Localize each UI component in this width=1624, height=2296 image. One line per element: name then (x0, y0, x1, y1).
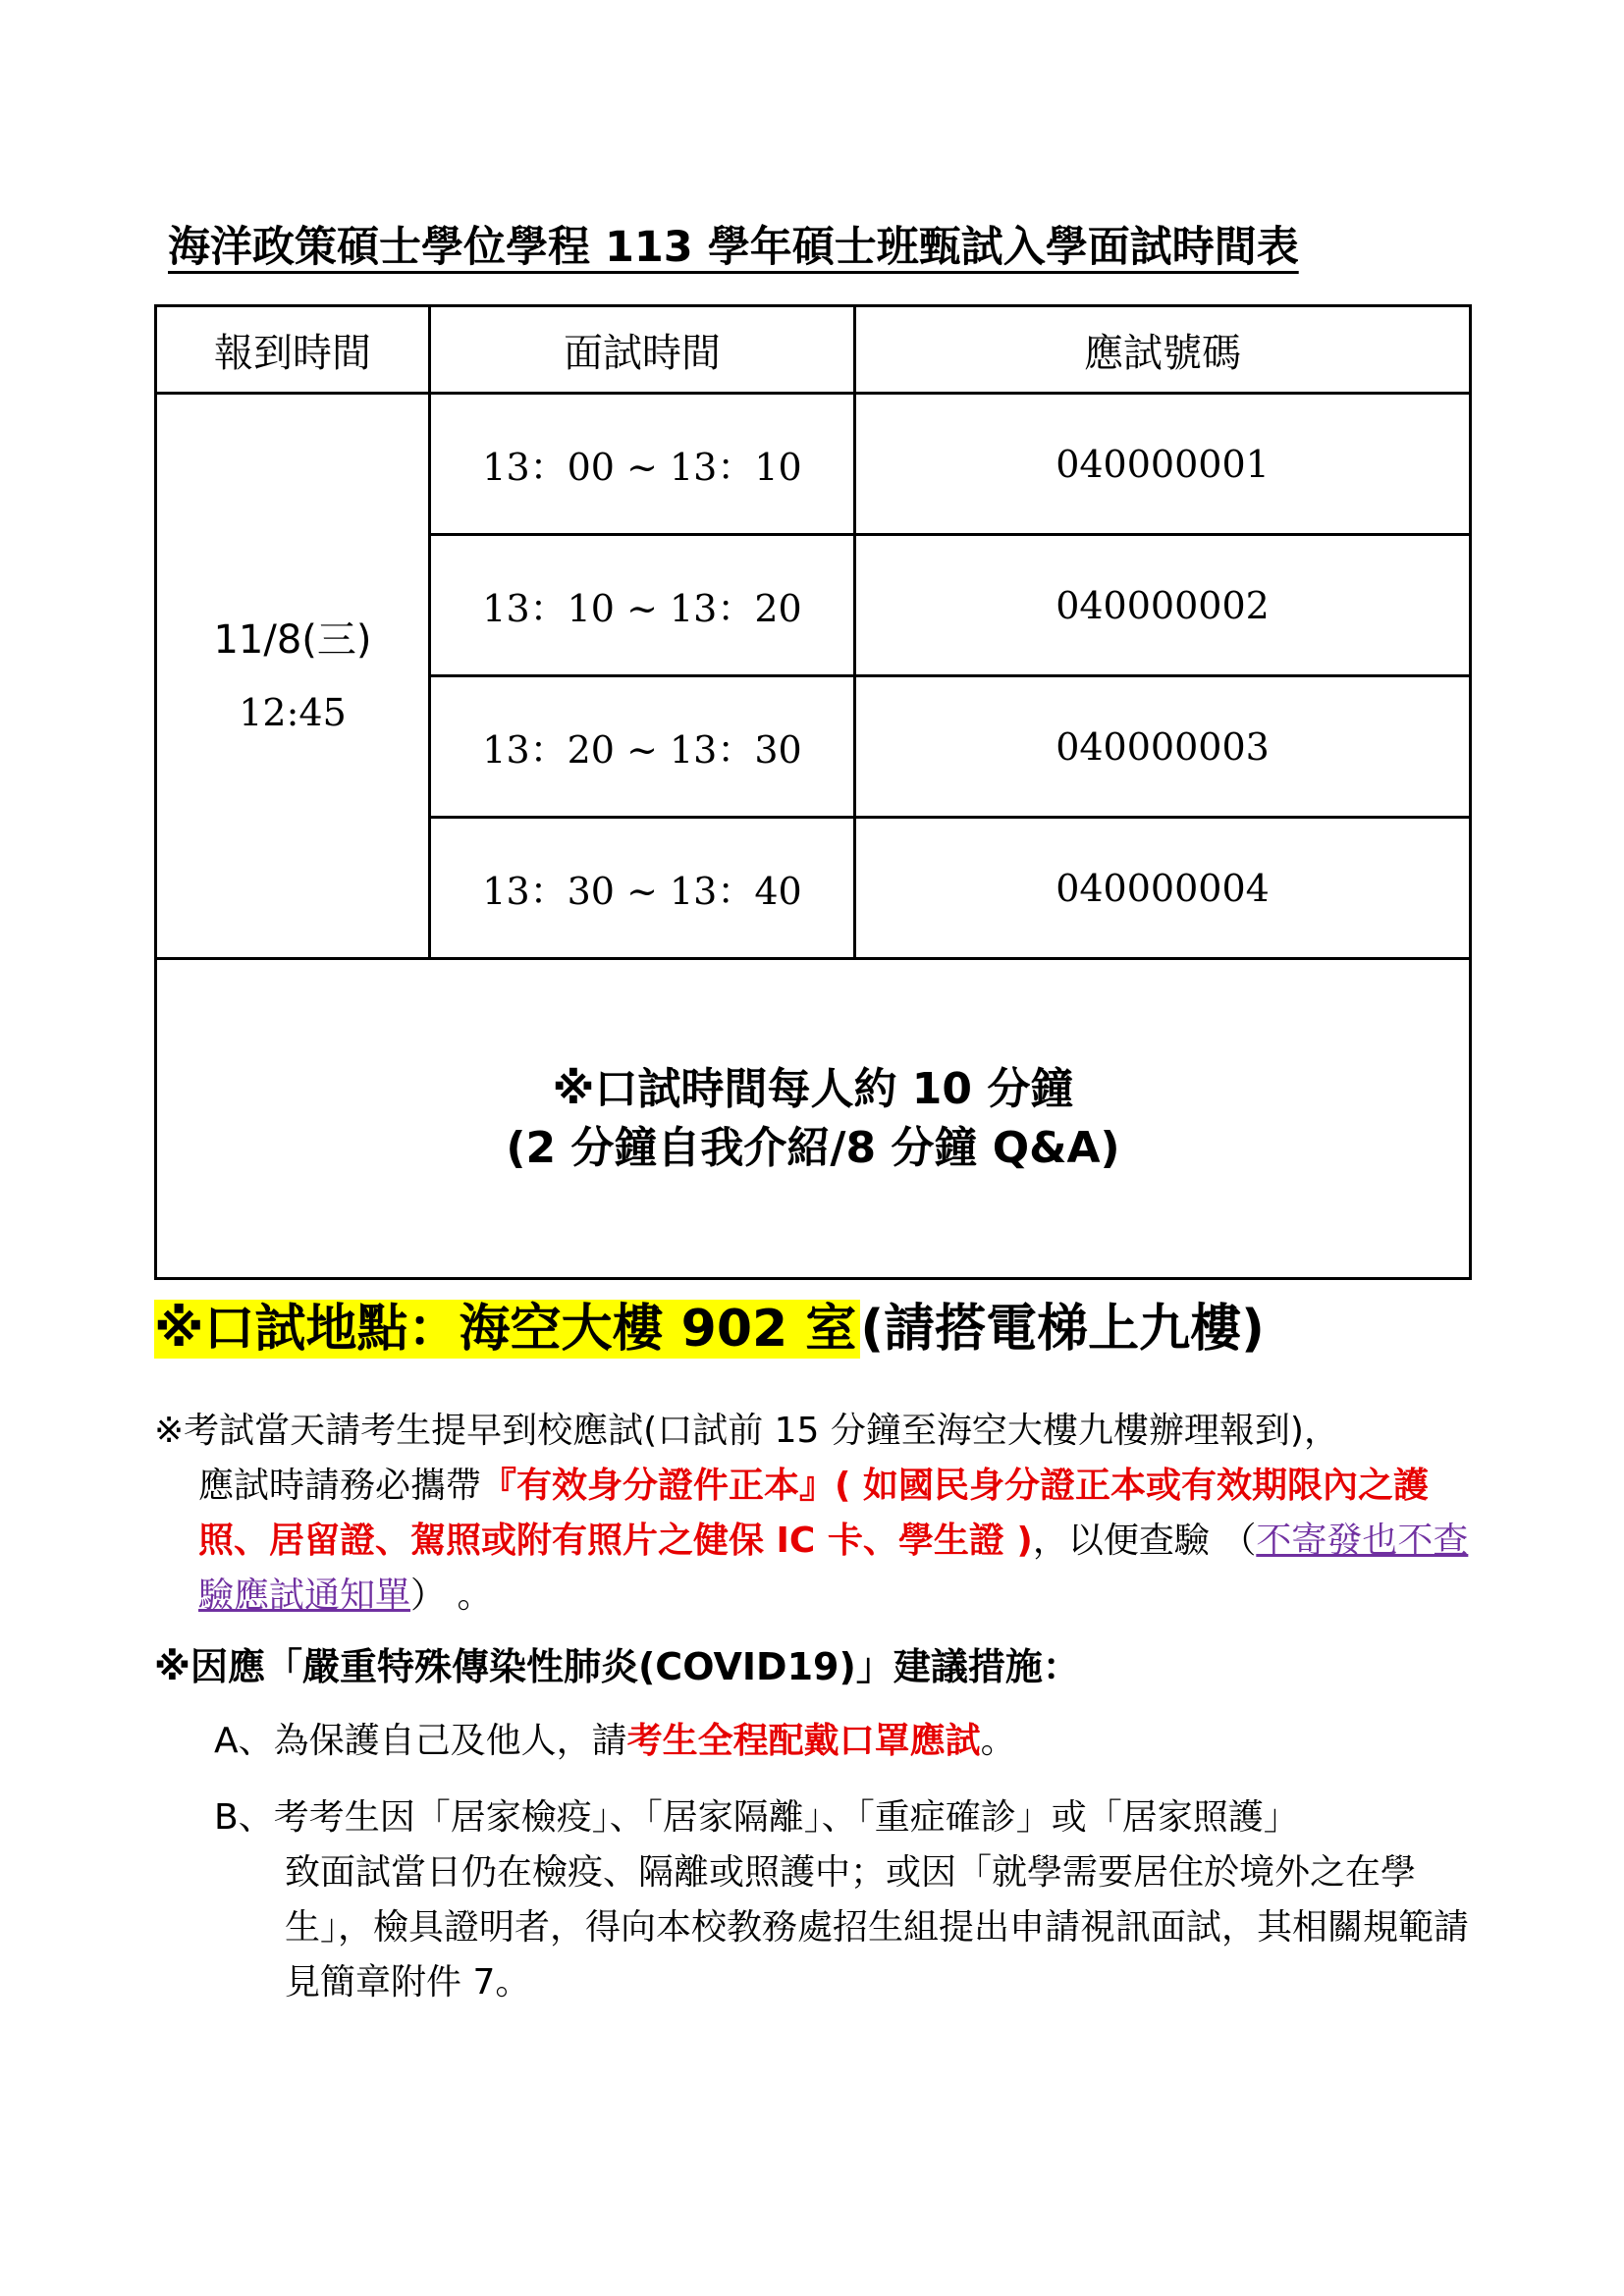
exam-location (154, 1282, 1265, 1376)
header-interview-time: 面試時間 (430, 306, 855, 394)
covid-item-b (214, 1790, 1490, 2010)
exam-number: 040000001 (855, 394, 1471, 535)
interview-schedule-table (154, 304, 1472, 1280)
checkin-time: 12:45 (239, 691, 347, 735)
interview-slot: 13：20 ~ 13：30 (430, 676, 855, 818)
exam-location-note: (請搭電梯上九樓) (860, 1300, 1265, 1359)
exam-number: 040000004 (855, 818, 1471, 959)
notice-body (154, 1459, 1489, 1624)
checkin-cell (156, 394, 430, 959)
table-row (156, 394, 1471, 535)
notice-line1: ※考試當天請考生提早到校應試(口試前 15 分鐘至海空大樓九樓辦理報到)， (154, 1411, 1339, 1451)
no-admission-ticket-note: 不寄發也不查驗應試通知單 (198, 1521, 1469, 1616)
header-checkin-time: 報到時間 (156, 306, 430, 394)
table-header-row (156, 306, 1471, 394)
notice-text: ，以便查驗 （ (1032, 1521, 1257, 1561)
id-requirement: 『有效身分證件正本』( 如國民身分證正本或有效期限內之護照、居留證、駕照或附有照片之健保 IC 卡、學生證 ) (198, 1466, 1430, 1561)
duration-note-line1: ※口試時間每人約 10 分鐘 (552, 1064, 1074, 1115)
notice-text: 應試時請務必攜帶 (198, 1466, 482, 1506)
covid-heading: ※因應「嚴重特殊傳染性肺炎(COVID19)」建議措施： (154, 1645, 1080, 1688)
covid-item-b-first-line: B、考考生因「居家檢疫」、「居家隔離」、「重症確診」或「居家照護」 (214, 1797, 1299, 1838)
exam-number: 040000003 (855, 676, 1471, 818)
covid-item-a-text: A、為保護自己及他人，請 (214, 1721, 627, 1761)
exam-location-highlight: ※口試地點：海空大樓 902 室 (154, 1300, 860, 1359)
covid-item-a (214, 1714, 1490, 1769)
interview-slot: 13：10 ~ 13：20 (430, 535, 855, 676)
duration-note-line2: (2 分鐘自我介紹/8 分鐘 Q&A) (506, 1122, 1120, 1173)
covid-item-a-end: 。 (980, 1721, 1016, 1761)
exam-number: 040000002 (855, 535, 1471, 676)
header-exam-number: 應試號碼 (855, 306, 1471, 394)
covid-item-b-rest: 致面試當日仍在檢疫、隔離或照護中；或因「就學需要居住於境外之在學生」，檢具證明者，得向本校教務處招生組提出申請視訊面試，其相關規範請見簡章附件 7。 (285, 1852, 1470, 2002)
notice-text: ） 。 (410, 1575, 493, 1616)
checkin-date: 11/8(三) (213, 617, 372, 664)
interview-slot: 13：00 ~ 13：10 (430, 394, 855, 535)
duration-note (156, 959, 1471, 1279)
page-title: 海洋政策碩士學位學程 113 學年碩士班甄試入學面試時間表 (168, 223, 1299, 272)
note-row (156, 959, 1471, 1279)
mask-requirement: 考生全程配戴口罩應試 (626, 1721, 981, 1761)
notice-paragraph (154, 1404, 1489, 1624)
interview-slot: 13：30 ~ 13：40 (430, 818, 855, 959)
